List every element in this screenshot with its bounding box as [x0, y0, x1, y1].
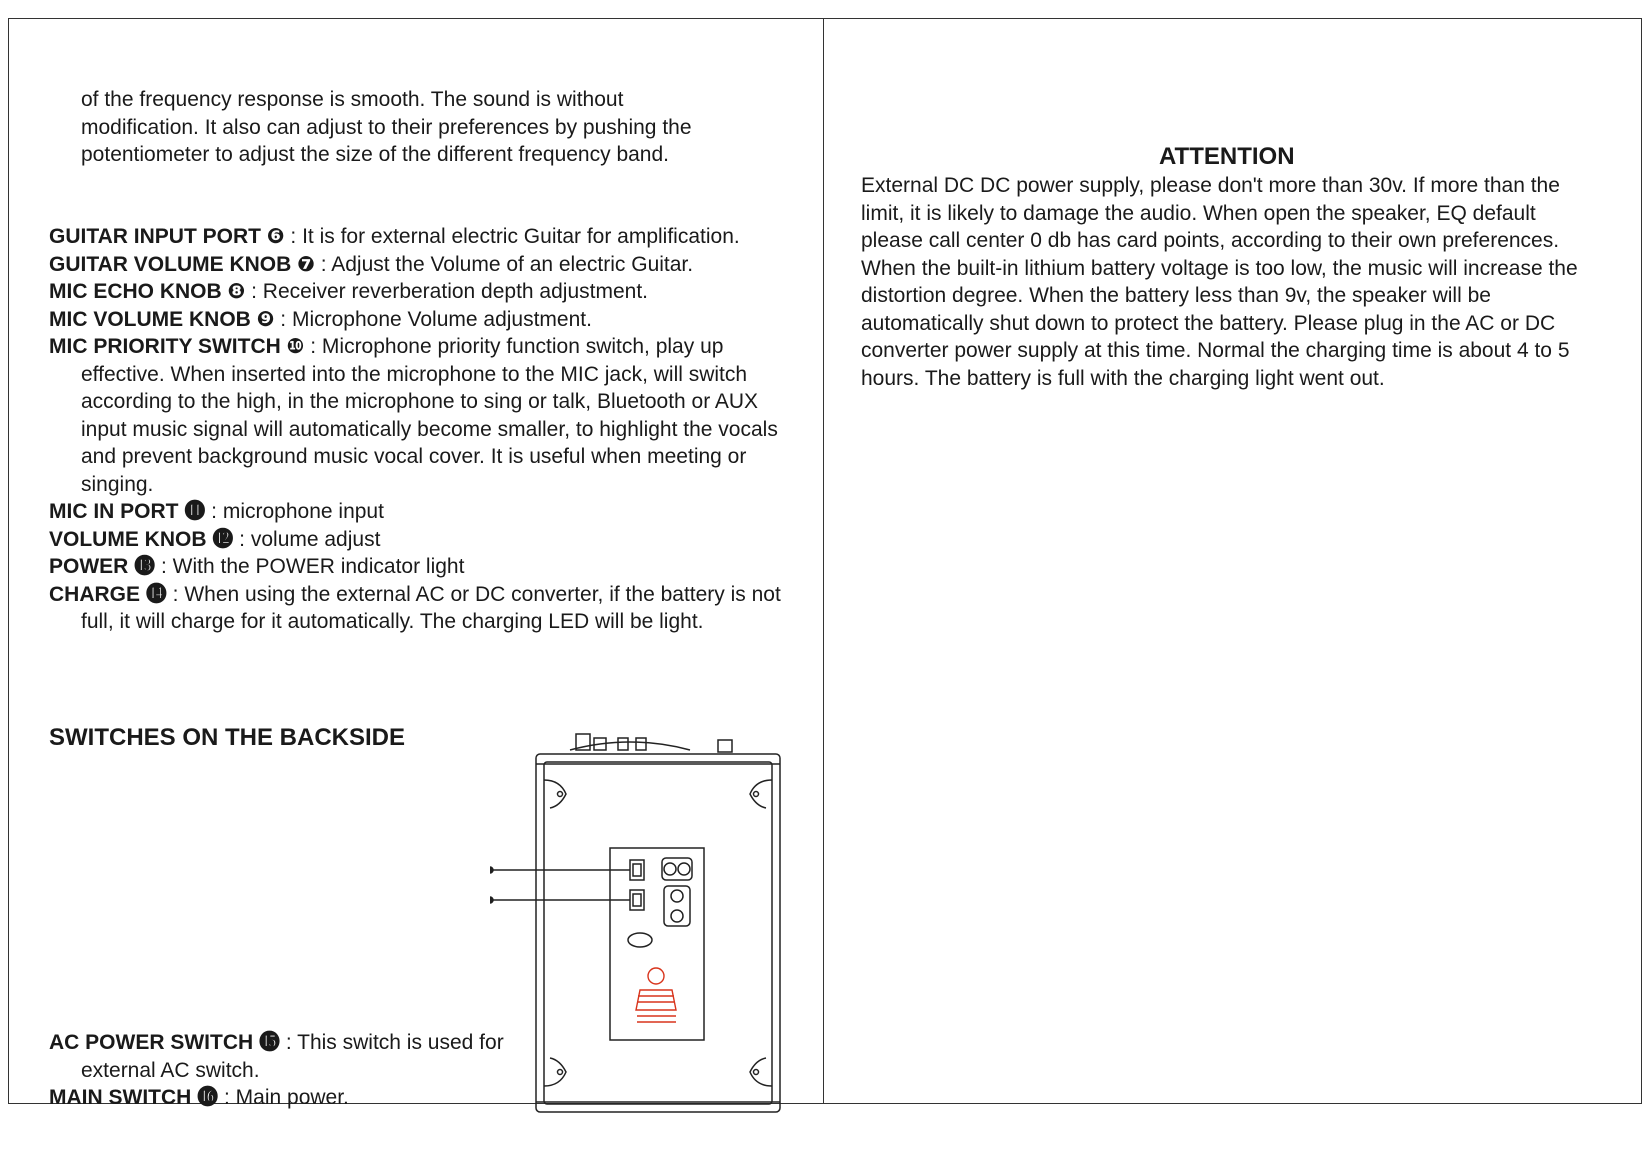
item-guitar-volume-knob — [49, 251, 791, 279]
item-guitar-input-port — [49, 223, 791, 251]
item-text: : Main power. — [218, 1086, 349, 1109]
attention-body: External DC DC power supply, please don't more than 30v. If more than the limit, it is likely to damage the audio. When open the speaker, EQ default please call center 0 db has card points, according to their own preferences. When the built-in lithium battery voltage is too low, the music will increase the distortion degree. When the battery less than 9v, the speaker will be automatically shut down to protect the battery. Please plug in the AC or DC converter power supply at this time. Normal the charging time is about 4 to 5 hours. The battery is full with the charging light went out. — [861, 174, 1578, 390]
main-switch — [630, 890, 644, 910]
item-text: : When using the external AC or DC converter, if the battery is not full, it will charge for it automatically. The charging LED will be light. — [81, 582, 781, 633]
item-label: MIC VOLUME KNOB ❾ — [49, 307, 275, 331]
item-text: : volume adjust — [233, 527, 381, 551]
item-text: : With the POWER indicator light — [155, 555, 465, 578]
ac-power-switch — [630, 860, 644, 880]
item-text: : It is for external electric Guitar for amplification. — [284, 225, 740, 248]
attention-heading: ATTENTION — [1159, 143, 1295, 170]
frame-left-rule — [8, 18, 9, 1104]
item-volume-knob — [49, 526, 791, 554]
top-handle — [570, 742, 690, 750]
item-text: : This switch is used for external AC switch. — [81, 1031, 504, 1082]
item-mic-priority-switch — [49, 333, 791, 498]
intro-line: of the frequency response is smooth. The sound is without — [81, 88, 624, 111]
item-text: : Microphone priority function switch, play up effective. When inserted into the microphone to the MIC jack, will switch according to the high, in the microphone to sing or talk, Bluetooth or AUX input music signal will automatically become smaller, to highlight the vocals and prevent background music vocal cover. It is useful when meeting or singing. — [81, 335, 778, 496]
backside-list — [49, 1029, 519, 1112]
jack-block — [662, 858, 692, 880]
item-label: GUITAR INPUT PORT ❻ — [49, 225, 285, 248]
item-mic-in-port — [49, 498, 791, 526]
intro-paragraph — [81, 86, 781, 169]
column-divider — [823, 18, 824, 1104]
frame-right-rule — [1641, 18, 1642, 1104]
item-charge — [49, 581, 791, 636]
cabinet-outline — [536, 754, 780, 1112]
item-label: AC POWER SWITCH ⓯ — [49, 1031, 280, 1054]
item-ac-power-switch — [49, 1029, 519, 1084]
item-mic-echo-knob — [49, 278, 791, 306]
intro-line: potentiometer to adjust the size of the different frequency band. — [81, 143, 669, 166]
cabinet-inner — [544, 762, 772, 1104]
speaker-back-diagram — [490, 728, 790, 1118]
backside-heading: SWITCHES ON THE BACKSIDE — [49, 724, 406, 751]
item-text: : Adjust the Volume of an electric Guitar. — [314, 252, 694, 276]
item-mic-volume-knob — [49, 306, 791, 334]
jack-block — [664, 886, 690, 926]
item-text: : microphone input — [205, 500, 384, 523]
intro-line: modification. It also can adjust to their preferences by pushing the — [81, 115, 692, 139]
item-label: MIC ECHO KNOB ❽ — [49, 280, 246, 303]
dc-socket — [628, 933, 652, 947]
controls-list — [49, 223, 791, 636]
item-label: MAIN SWITCH ⓰ — [49, 1086, 219, 1109]
item-label: CHARGE ⓮ — [49, 582, 167, 606]
warning-label-art — [636, 968, 676, 1022]
item-label: POWER ⓭ — [49, 555, 156, 578]
item-power — [49, 553, 791, 581]
top-knob — [636, 738, 646, 750]
item-main-switch — [49, 1084, 519, 1112]
item-text: : Microphone Volume adjustment. — [274, 307, 592, 331]
item-label: MIC IN PORT ⓫ — [49, 500, 206, 523]
item-label: MIC PRIORITY SWITCH ❿ — [49, 335, 305, 358]
item-label: GUITAR VOLUME KNOB ❼ — [49, 252, 315, 276]
frame-top-rule — [8, 18, 1642, 19]
item-text: : Receiver reverberation depth adjustment. — [245, 280, 648, 303]
item-label: VOLUME KNOB ⓬ — [49, 527, 234, 551]
top-knob — [718, 740, 732, 752]
back-panel — [610, 848, 704, 1040]
top-knob — [618, 738, 628, 750]
